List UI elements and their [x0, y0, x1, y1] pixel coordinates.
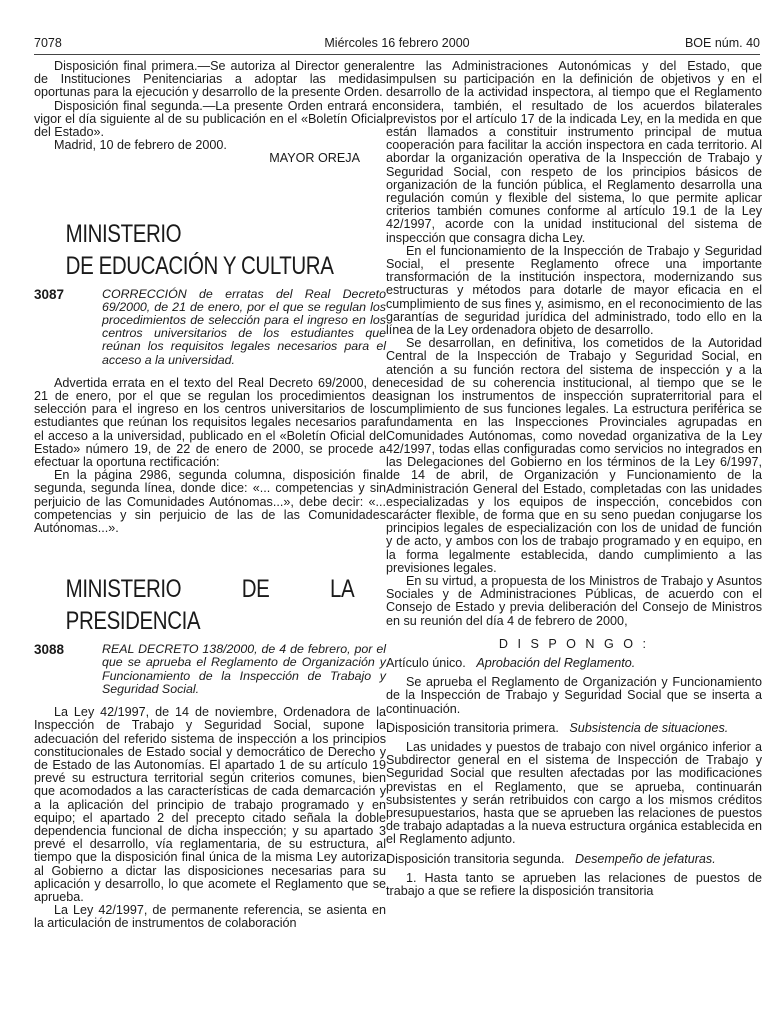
paragraph: entre las Administraciones Autonómicas y del Estado, que impulsen su participación en la definición de objetivos y en el desarrollo de la actividad inspectora, al tiempo que el Reglamento considera, también, el resultado de los acuerdos bilaterales previstos por el artículo 17 de la indicada Ley, en la medida en que están llamados a constituir instrumento principal de mutua cooperación para facilitar la acción inspectora en cada territorio. Al abordar la organización operativa de la Inspección de Trabajo y Seguridad Social, con respeto de los principios básicos de organización de la función pública, el Reglamento desarrolla una regulación común y flexible del sistema, lo que permite aplicar criterios también comunes conforme al artículo 19.1 de la Ley 42/1997, acorde con la unidad institucional del sistema de inspección que consagra dicha Ley. [386, 59, 762, 245]
page-header [34, 36, 760, 55]
signature: MAYOR OREJA [269, 151, 360, 166]
entry-summary: CORRECCIÓN de erratas del Real Decreto 69/2000, de 21 de enero, por el que se regulan los procedimientos de selección para el ingreso en los centros universitarios de los estudiantes que reúnan los requisitos legales necesarios para el acceso a la universidad. [102, 286, 386, 367]
paragraph: Disposición final segunda.—La presente Orden entrará en vigor el día siguiente al de su publicación en el «Boletín Oficial del Estado». [34, 98, 386, 140]
page-number: 7078 [34, 36, 62, 50]
paragraph: La Ley 42/1997, de 14 de noviembre, Ordenadora de la Inspección de Trabajo y Seguridad Social, supone la adecuación del referido sistema de inspección a los principios constitucionales de Estado social y democrático de Derecho y de Estado de las Autonomías. El apartado 1 de su artículo 19 prevé su estructura territorial según criterios comunes, bien que acomodados a las características de cada demarcación y a la aplicación del principio de trabajo programado y en equipo; el apartado 2 del precepto citado señala la doble dependencia funcional de dicha inspección; y su apartado 3 prevé el desarrollo, vía reglamentaria, de su estructura, al tiempo que la disposición final única de la misma Ley autoriza al Gobierno a dictar las disposiciones necesarias para su aplicación y desarrollo, lo que acomete el Reglamento que se aprueba. [34, 705, 386, 904]
entry-summary: REAL DECRETO 138/2000, de 4 de febrero, por el que se aprueba el Reglamento de Organización y Funcionamiento de la Inspección de Trabajo y Seguridad Social. [102, 642, 386, 696]
provision-heading [386, 722, 762, 735]
paragraph: La Ley 42/1997, de permanente referencia, se asienta en la articulación de instrumentos de colaboración [34, 903, 386, 931]
entry-number: 3087 [34, 286, 65, 302]
paragraph: En su virtud, a propuesta de los Ministros de Trabajo y Asuntos Sociales y de Administraciones Públicas, de acuerdo con el Consejo de Estado y previa deliberación del Consejo de Ministros en su reunión del día 4 de febrero de 2000, [386, 573, 762, 628]
paragraph: Las unidades y puestos de trabajo con nivel orgánico inferior a Subdirector general en el sistema de Inspección de Trabajo y Seguridad Social que resulten afectadas por las modificaciones previstas en el Reglamento, que se aprueba, continuarán subsistentes y serán retribuidos con cargo a los mismos créditos presupuestarios, hasta que se aprueben las relaciones de puestos de trabajo adaptadas a la nueva estructura orgánica establecida en el Reglamento adjunto. [386, 739, 762, 847]
entry-number: 3088 [34, 642, 65, 658]
journal-issue: BOE núm. 40 [684, 36, 760, 50]
provision-title: Subsistencia de situaciones. [569, 720, 729, 735]
article-label: Artículo único. [386, 655, 466, 670]
ministry-heading: DE EDUCACIÓN Y CULTURA [65, 251, 334, 280]
entry-3087 [34, 288, 386, 367]
provision-label: Disposición transitoria segunda. [386, 851, 565, 866]
issue-date: Miércoles 16 febrero 2000 [324, 36, 470, 50]
paragraph: Se aprueba el Reglamento de Organización y Funcionamiento de la Inspección de Trabajo y Seguridad Social que se inserta a continuación. [386, 675, 762, 716]
paragraph: En la página 2986, segunda columna, disposición final segunda, segunda línea, donde dice: «... competencias y sin perjuicio de las Comunidades Autónomas...», debe decir: «... competencias y sin perjuicio de las de las Comunidades Autónomas...». [34, 468, 386, 536]
entry-3088 [34, 643, 386, 696]
paragraph: Se desarrollan, en definitiva, los cometidos de la Autoridad Central de la Inspección de Trabajo y Seguridad Social, en atención a su función rectora del sistema de inspección y a la necesidad de su coherencia institucional, al tiempo que se le asignan los instrumentos de inspección supraterritorial para el cumplimiento de sus funciones legales. La estructura periférica se fundamenta en las Inspecciones Provinciales agrupadas en Comunidades Autónomas, como novedad organizativa de la Ley 42/1997, todas ellas configuradas como servicios no integrados en las Delegaciones del Gobierno en los términos de la Ley 6/1997, de 14 de abril, de Organización y Funcionamiento de la Administración General del Estado, completadas con las unidades especializadas y los equipos de inspección, concebidos con carácter flexible, de forma que en su seno puedan conjugarse los principios legales de especialización con los de unidad de función y de acto, y ambos con los de trabajo programado y en equipo, en la forma legalmente establecida, dando cumplimiento a las previsiones legales. [386, 336, 762, 575]
paragraph: En el funcionamiento de la Inspección de Trabajo y Seguridad Social, el presente Reglamento ofrece una importante transformación de la institución inspectora, modernizando sus estructuras y métodos para dotarle de mayor eficacia en el cumplimiento de sus fines y, asimismo, en el reconocimiento de las garantías de seguridad jurídica del administrado, todo ello en la línea de la Ley ordenadora objeto de desarrollo. [386, 243, 762, 338]
date-line: Madrid, 10 de febrero de 2000. [54, 138, 227, 153]
paragraph: Disposición final primera.—Se autoriza al Director general de Instituciones Penitenciarias a adoptar las medidas oportunas para la ejecución y desarrollo de la presente Orden. [34, 59, 386, 100]
dispongo-heading: D I S P O N G O : [498, 636, 650, 651]
provision-title: Desempeño de jefaturas. [575, 851, 716, 866]
ministry-heading: MINISTERIO DE LA PRESIDENCIA [65, 575, 355, 636]
paragraph: 1. Hasta tanto se aprueben las relaciones de puestos de trabajo a que se refiere la disposición transitoria [386, 870, 762, 898]
paragraph: Advertida errata en el texto del Real Decreto 69/2000, de 21 de enero, por el que se regulan los procedimientos de selección para el ingreso en los centros universitarios de los estudiantes que reúnan los requisitos legales necesarios para el acceso a la universidad, publicado en el «Boletín Oficial del Estado» número 19, de 22 de enero de 2000, se procede a efectuar la oportuna rectificación: [34, 375, 386, 470]
right-column [386, 60, 762, 898]
provision-label: Disposición transitoria primera. [386, 720, 559, 735]
article-heading [386, 657, 762, 670]
article-title: Aprobación del Reglamento. [476, 655, 636, 670]
left-column [34, 60, 386, 931]
provision-heading [386, 853, 762, 866]
ministry-heading: MINISTERIO [65, 219, 182, 248]
